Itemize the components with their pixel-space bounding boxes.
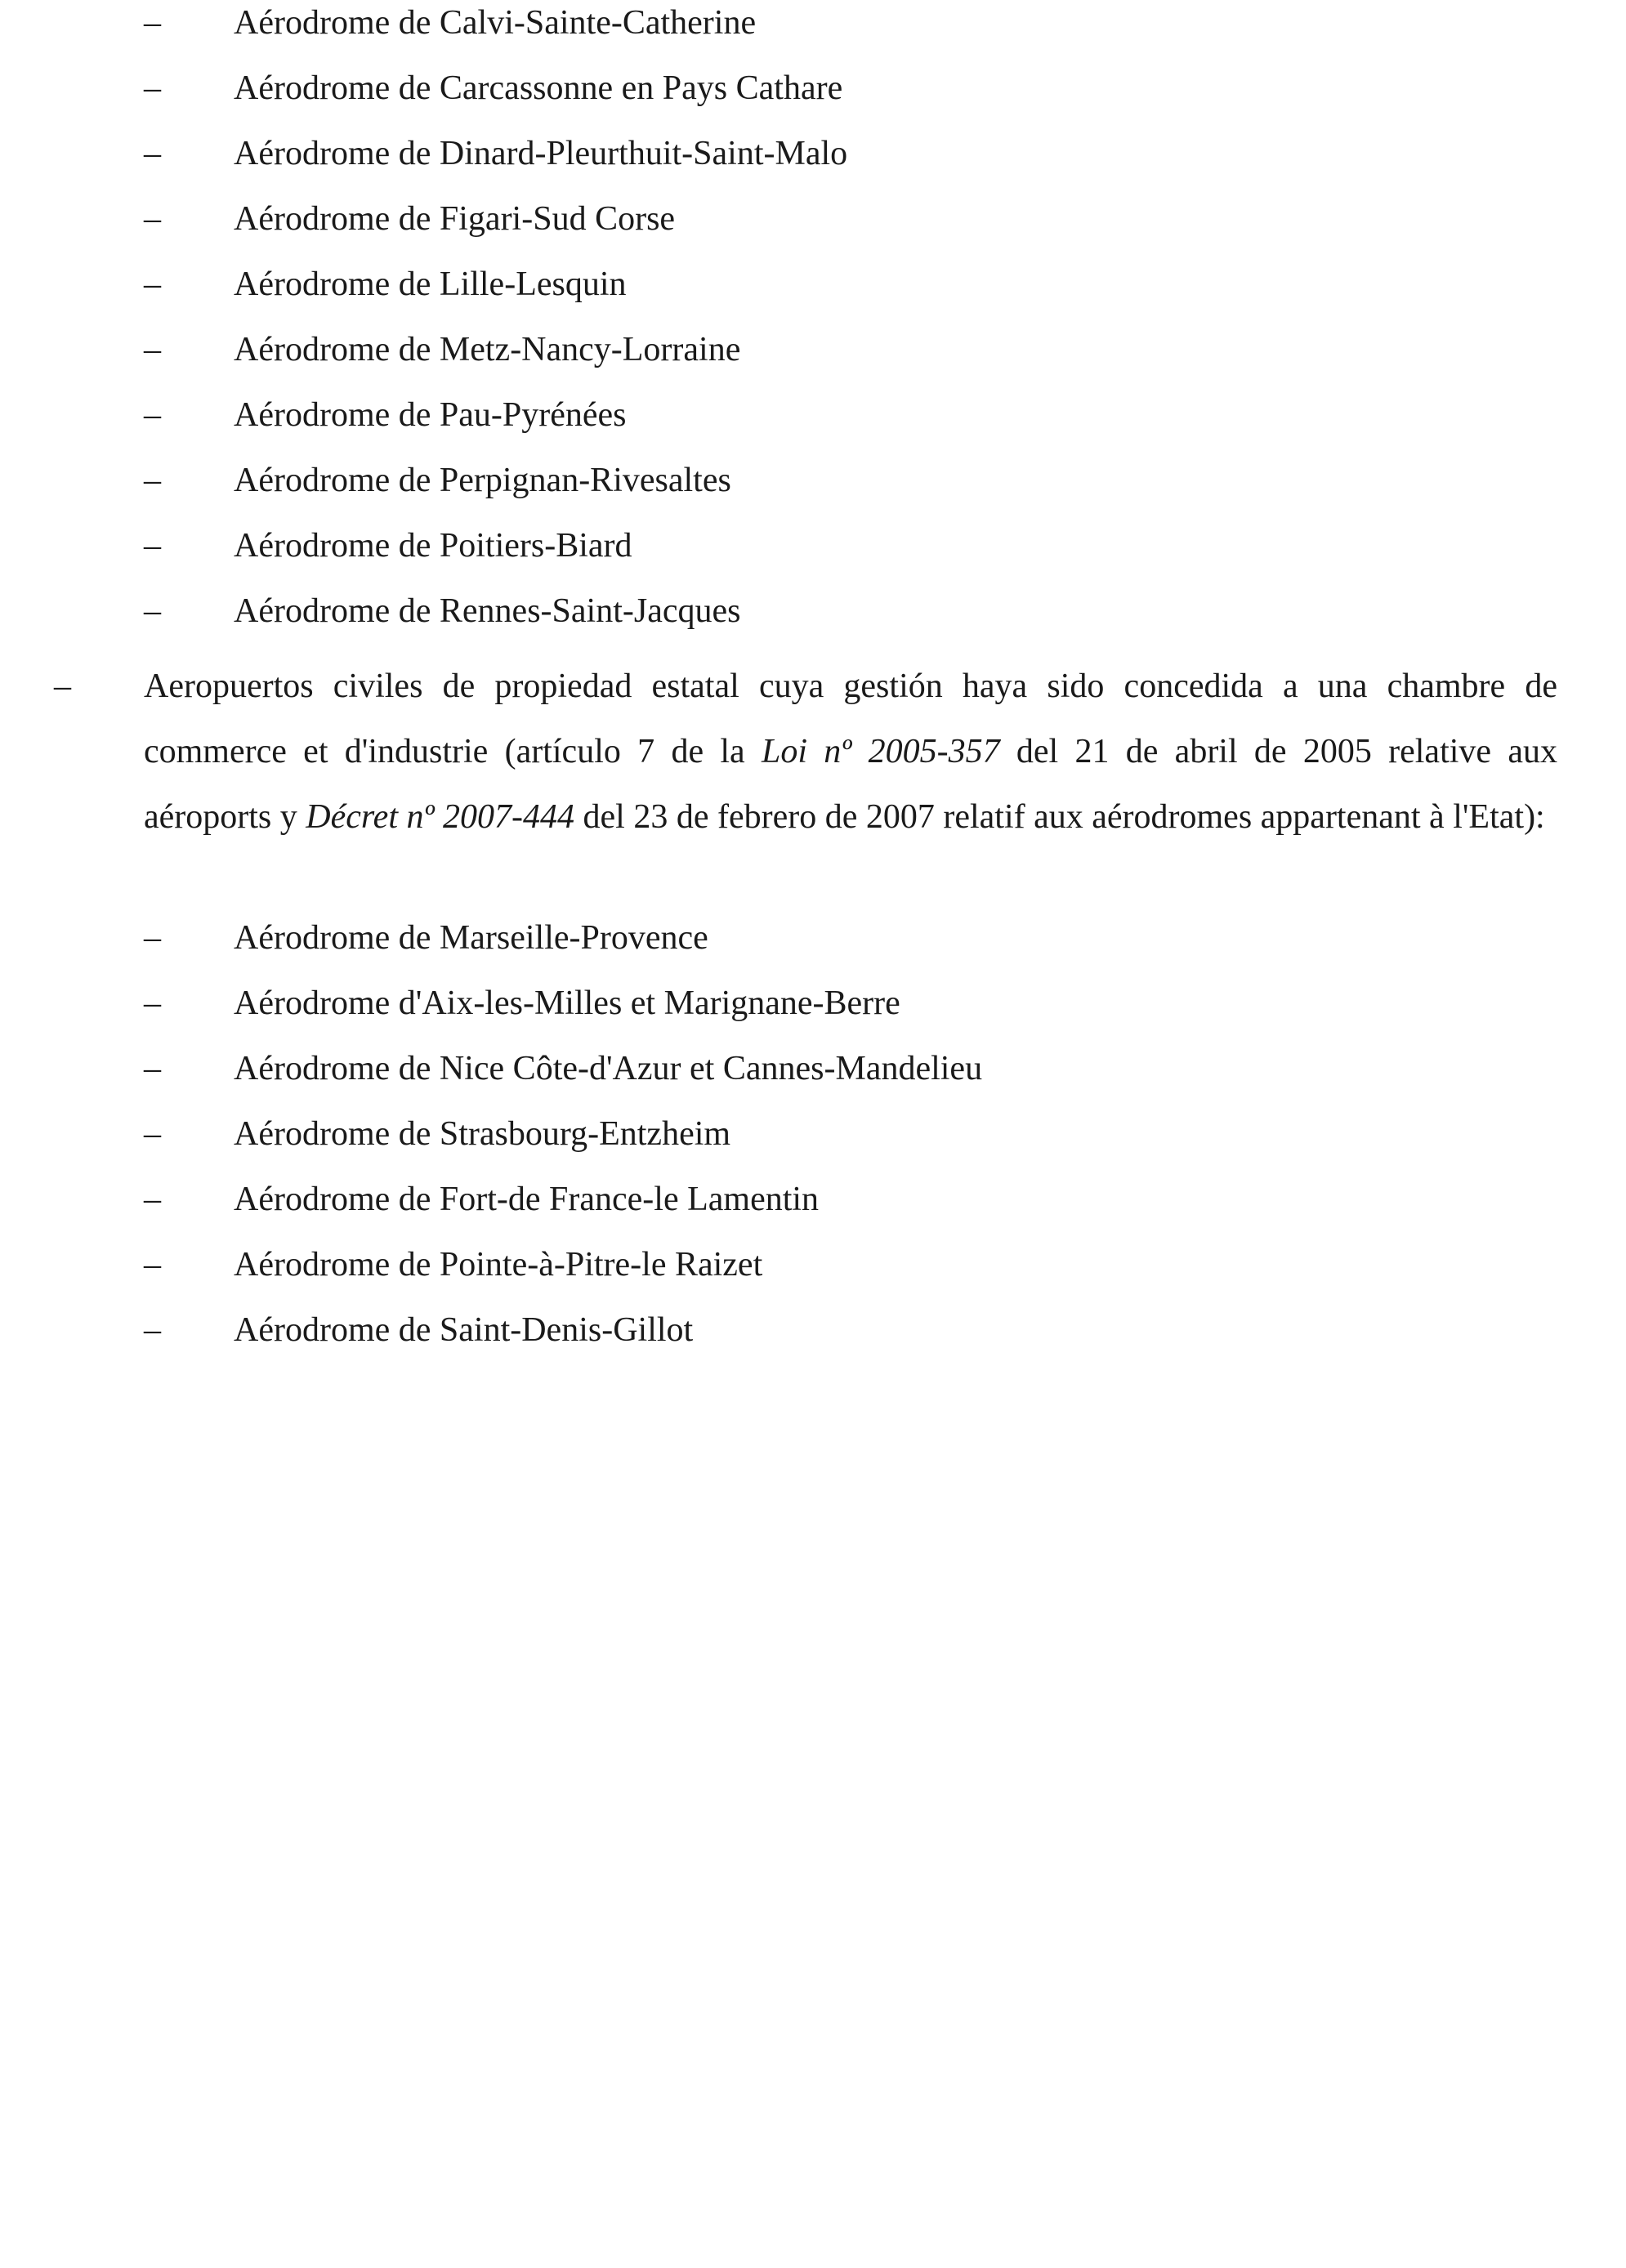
- aerodrome-name: Aérodrome de Carcassonne en Pays Cathare: [234, 69, 843, 107]
- dash-bullet: –: [144, 69, 161, 107]
- list-item: [0, 1307, 1626, 1373]
- dash-bullet: –: [144, 1311, 161, 1349]
- list-item: [0, 392, 1626, 458]
- aerodrome-name: Aérodrome de Marseille-Provence: [234, 919, 708, 957]
- aerodrome-name: Aérodrome de Dinard-Pleurthuit-Saint-Malo: [234, 135, 848, 172]
- dash-bullet: –: [144, 527, 161, 565]
- dash-bullet: –: [144, 592, 161, 630]
- aerodrome-name: Aérodrome de Metz-Nancy-Lorraine: [234, 331, 741, 368]
- dash-bullet: –: [144, 919, 161, 957]
- aerodrome-name: Aérodrome de Rennes-Saint-Jacques: [234, 592, 741, 630]
- dash-bullet: –: [144, 331, 161, 368]
- list-item: [0, 523, 1626, 588]
- aerodrome-name: Aérodrome de Saint-Denis-Gillot: [234, 1311, 694, 1349]
- list-item: [0, 915, 1626, 980]
- aerodrome-name: Aérodrome de Poitiers-Biard: [234, 527, 632, 565]
- list-item: [0, 1176, 1626, 1242]
- dash-bullet: –: [144, 1050, 161, 1087]
- dash-bullet: –: [144, 200, 161, 238]
- aerodrome-name: Aérodrome de Figari-Sud Corse: [234, 200, 676, 238]
- list-item: [0, 65, 1626, 131]
- dash-bullet: –: [144, 1181, 161, 1218]
- dash-bullet: –: [144, 1115, 161, 1153]
- list-item: [0, 1242, 1626, 1307]
- aerodrome-name: Aérodrome de Fort-de France-le Lamentin: [234, 1181, 820, 1218]
- dash-bullet: –: [144, 4, 161, 42]
- list-item: [0, 1111, 1626, 1176]
- paragraph-text: [144, 654, 1557, 850]
- list-item: [0, 980, 1626, 1046]
- aerodrome-name: Aérodrome de Strasbourg-Entzheim: [234, 1115, 731, 1153]
- list-item: [0, 131, 1626, 196]
- list-item: [0, 0, 1626, 65]
- aerodrome-name: Aérodrome de Pau-Pyrénées: [234, 396, 627, 434]
- dash-bullet: –: [144, 984, 161, 1022]
- aerodrome-name: Aérodrome d'Aix-les-Milles et Marignane-Berre: [234, 984, 900, 1022]
- aerodrome-list-bottom: [0, 915, 1626, 1373]
- decree-reference: Décret nº 2007-444: [306, 798, 575, 836]
- aerodrome-name: Aérodrome de Pointe-à-Pitre-le Raizet: [234, 1246, 763, 1284]
- law-reference: Loi nº 2005-357: [761, 733, 1000, 770]
- dash-bullet: –: [144, 266, 161, 303]
- list-item: [0, 458, 1626, 523]
- list-item: [0, 261, 1626, 327]
- aerodrome-name: Aérodrome de Perpignan-Rivesaltes: [234, 462, 731, 499]
- paragraph-part: Aeropuertos civiles de propiedad estatal cuya gestión haya sido concedida a una chambre de commerce et d'industrie (artículo 7 de la: [144, 667, 1557, 770]
- aerodrome-name: Aérodrome de Calvi-Sainte-Catherine: [234, 4, 757, 42]
- aerodrome-name: Aérodrome de Nice Côte-d'Azur et Cannes-Mandelieu: [234, 1050, 983, 1087]
- list-item: [0, 196, 1626, 261]
- dash-bullet: –: [144, 462, 161, 499]
- list-item: [0, 1046, 1626, 1111]
- aerodrome-name: Aérodrome de Lille-Lesquin: [234, 266, 627, 303]
- aerodrome-list-top: [0, 0, 1626, 654]
- dash-bullet: –: [144, 1246, 161, 1284]
- paragraph-part: del 23 de febrero de 2007 relatif aux aérodromes appartenant à l'Etat):: [574, 798, 1545, 836]
- dash-bullet: –: [54, 667, 71, 705]
- list-item: [0, 327, 1626, 392]
- dash-bullet: –: [144, 135, 161, 172]
- dash-bullet: –: [144, 396, 161, 434]
- paragraph-part: del 21 de abril de 2005 relative aux aéroports y: [144, 733, 1557, 836]
- list-item: [0, 588, 1626, 654]
